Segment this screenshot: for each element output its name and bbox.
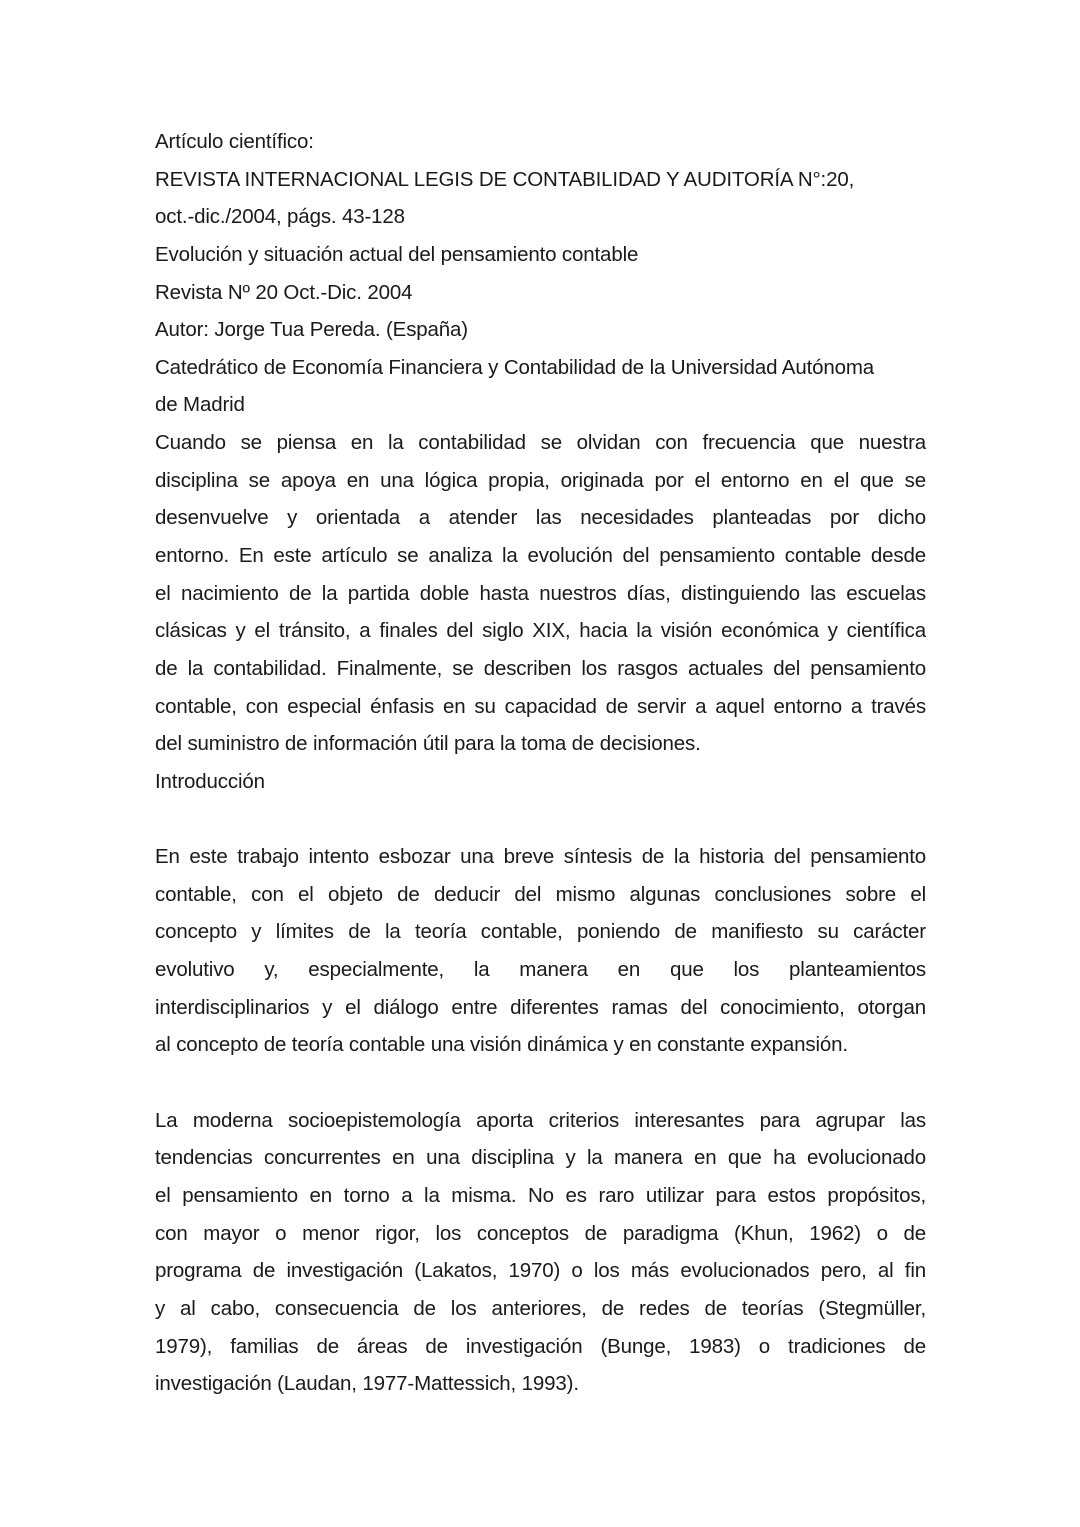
abstract-line: disciplina se apoya en una lógica propia, originada por el entorno en el que se <box>155 468 926 492</box>
paragraph-spacer <box>155 1064 926 1102</box>
issue-info: Revista Nº 20 Oct.-Dic. 2004 <box>155 280 413 304</box>
paragraph-line: el pensamiento en torno a la misma. No es raro utilizar para estos propósitos, <box>155 1183 926 1207</box>
paragraph-line: investigación (Laudan, 1977-Mattessich, 1993). <box>155 1372 579 1396</box>
section-heading-introduccion: Introducción <box>155 769 265 793</box>
paragraph-line: concepto y límites de la teoría contable, poniendo de manifiesto su carácter <box>155 920 926 944</box>
article-type: Artículo científico: <box>155 130 314 153</box>
article-title: Evolución y situación actual del pensamiento contable <box>155 242 639 266</box>
abstract-line: el nacimiento de la partida doble hasta nuestros días, distinguiendo las escuelas <box>155 581 926 605</box>
paragraph-line: En este trabajo intento esbozar una breve síntesis de la historia del pensamiento <box>155 845 926 869</box>
affiliation-line-1: Catedrático de Economía Financiera y Contabilidad de la Universidad Autónoma <box>155 355 875 379</box>
paragraph-spacer <box>155 801 926 839</box>
paragraph-line: al concepto de teoría contable una visión dinámica y en constante expansión. <box>155 1033 848 1057</box>
paragraph-line: tendencias concurrentes en una disciplina y la manera en que ha evolucionado <box>155 1146 926 1170</box>
paragraph-1 <box>155 838 926 1064</box>
document-page <box>155 123 926 1403</box>
paragraph-line: con mayor o menor rigor, los conceptos de paradigma (Khun, 1962) o de <box>155 1221 926 1245</box>
abstract-line: del suministro de información útil para la toma de decisiones. <box>155 732 701 756</box>
paragraph-line: La moderna socioepistemología aporta criterios interesantes para agrupar las <box>155 1108 926 1132</box>
abstract-line: Cuando se piensa en la contabilidad se olvidan con frecuencia que nuestra <box>155 431 926 455</box>
paragraph-line: 1979), familias de áreas de investigación (Bunge, 1983) o tradiciones de <box>155 1334 926 1358</box>
abstract-line: de la contabilidad. Finalmente, se describen los rasgos actuales del pensamiento <box>155 656 926 680</box>
paragraph-line: y al cabo, consecuencia de los anteriores, de redes de teorías (Stegmüller, <box>155 1296 926 1320</box>
paragraph-2 <box>155 1102 926 1403</box>
abstract-line: clásicas y el tránsito, a finales del siglo XIX, hacia la visión económica y científica <box>155 619 926 643</box>
abstract-line: desenvuelve y orientada a atender las necesidades planteadas por dicho <box>155 506 926 530</box>
paragraph-line: evolutivo y, especialmente, la manera en que los planteamientos <box>155 958 926 982</box>
paragraph-line: contable, con el objeto de deducir del mismo algunas conclusiones sobre el <box>155 882 926 906</box>
journal-issue-pages: oct.-dic./2004, págs. 43-128 <box>155 205 405 229</box>
journal-name: REVISTA INTERNACIONAL LEGIS DE CONTABILIDAD Y AUDITORÍA N°:20, <box>155 167 855 191</box>
abstract-line: contable, con especial énfasis en su capacidad de servir a aquel entorno a través <box>155 694 926 718</box>
author-line: Autor: Jorge Tua Pereda. (España) <box>155 318 468 342</box>
paragraph-line: programa de investigación (Lakatos, 1970) o los más evolucionados pero, al fin <box>155 1259 926 1283</box>
abstract-line: entorno. En este artículo se analiza la evolución del pensamiento contable desde <box>155 544 926 568</box>
affiliation-line-2: de Madrid <box>155 393 245 417</box>
abstract <box>155 424 926 763</box>
article-header <box>155 123 926 424</box>
paragraph-line: interdisciplinarios y el diálogo entre diferentes ramas del conocimiento, otorgan <box>155 995 926 1019</box>
